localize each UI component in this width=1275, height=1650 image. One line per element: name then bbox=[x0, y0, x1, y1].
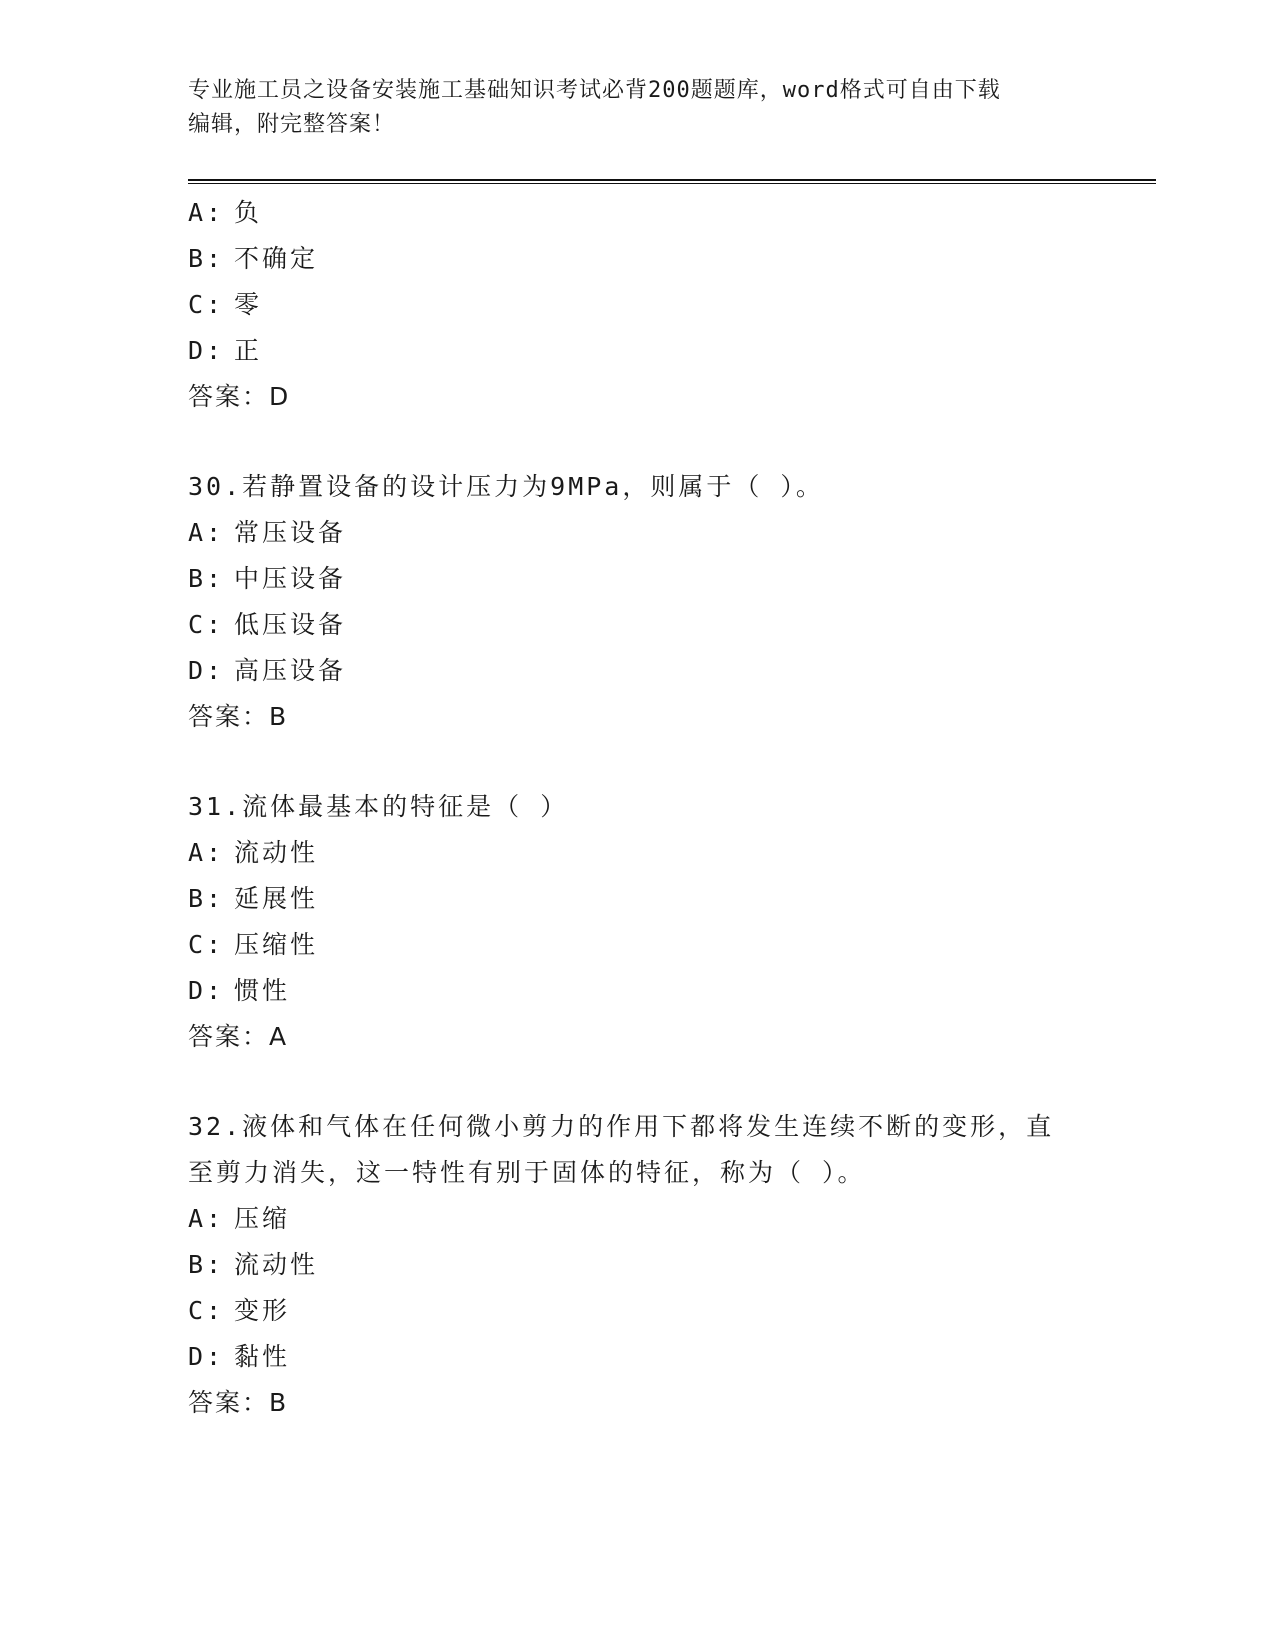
option-text: 变形 bbox=[234, 1296, 291, 1325]
option-text: 压缩性 bbox=[234, 930, 319, 959]
header-title-line-2: 编辑，附完整答案！ bbox=[188, 112, 396, 137]
question-29-continued bbox=[188, 190, 1088, 420]
option-d bbox=[188, 1334, 1088, 1380]
option-label: B: bbox=[188, 884, 225, 913]
option-a bbox=[188, 830, 1088, 876]
option-d bbox=[188, 968, 1088, 1014]
option-label: D: bbox=[188, 976, 225, 1005]
option-c bbox=[188, 1288, 1088, 1334]
question-32 bbox=[188, 1104, 1088, 1426]
option-label: D: bbox=[188, 656, 225, 685]
question-30 bbox=[188, 464, 1088, 740]
question-31 bbox=[188, 784, 1088, 1060]
option-label: C: bbox=[188, 1296, 225, 1325]
option-text: 常压设备 bbox=[234, 518, 347, 547]
question-text-line-1: 32.液体和气体在任何微小剪力的作用下都将发生连续不断的变形，直 bbox=[188, 1112, 1055, 1141]
header-divider-thick bbox=[188, 179, 1156, 181]
option-text: 负 bbox=[234, 198, 263, 227]
option-label: A: bbox=[188, 1204, 225, 1233]
option-label: A: bbox=[188, 518, 225, 547]
spacer bbox=[188, 420, 1088, 464]
answer-line: 答案：D bbox=[188, 382, 291, 411]
option-text: 流动性 bbox=[234, 838, 319, 867]
question-text-line-2: 至剪力消失，这一特性有别于固体的特征，称为（ ）。 bbox=[188, 1158, 866, 1187]
option-label: C: bbox=[188, 930, 225, 959]
option-label: D: bbox=[188, 1342, 225, 1371]
option-a bbox=[188, 1196, 1088, 1242]
answer-line: 答案：A bbox=[188, 1022, 289, 1051]
option-label: D: bbox=[188, 336, 225, 365]
spacer bbox=[188, 1060, 1088, 1104]
question-text: 30.若静置设备的设计压力为9MPa，则属于（ ）。 bbox=[188, 472, 824, 501]
question-text: 31.流体最基本的特征是（ ） bbox=[188, 792, 569, 821]
header-title-line-1: 专业施工员之设备安装施工基础知识考试必背200题题库，word格式可自由下载 bbox=[188, 78, 1001, 103]
option-a bbox=[188, 510, 1088, 556]
option-b bbox=[188, 556, 1088, 602]
option-text: 压缩 bbox=[234, 1204, 291, 1233]
option-c bbox=[188, 922, 1088, 968]
spacer bbox=[188, 740, 1088, 784]
option-c bbox=[188, 602, 1088, 648]
option-b bbox=[188, 236, 1088, 282]
option-c bbox=[188, 282, 1088, 328]
option-text: 低压设备 bbox=[234, 610, 347, 639]
option-label: C: bbox=[188, 610, 225, 639]
document-header bbox=[188, 74, 1088, 142]
option-text: 中压设备 bbox=[234, 564, 347, 593]
answer-line: 答案：B bbox=[188, 1388, 289, 1417]
question-list bbox=[188, 190, 1088, 1426]
option-text: 延展性 bbox=[234, 884, 319, 913]
option-label: C: bbox=[188, 290, 225, 319]
option-a bbox=[188, 190, 1088, 236]
option-b bbox=[188, 876, 1088, 922]
option-text: 流动性 bbox=[234, 1250, 319, 1279]
option-label: B: bbox=[188, 564, 225, 593]
option-d bbox=[188, 648, 1088, 694]
header-divider-thin bbox=[188, 183, 1156, 184]
option-label: B: bbox=[188, 1250, 225, 1279]
option-d bbox=[188, 328, 1088, 374]
option-text: 零 bbox=[234, 290, 263, 319]
option-label: A: bbox=[188, 198, 225, 227]
option-label: B: bbox=[188, 244, 225, 273]
option-text: 高压设备 bbox=[234, 656, 347, 685]
option-label: A: bbox=[188, 838, 225, 867]
option-text: 黏性 bbox=[234, 1342, 291, 1371]
answer-line: 答案：B bbox=[188, 702, 289, 731]
option-text: 惯性 bbox=[234, 976, 291, 1005]
option-b bbox=[188, 1242, 1088, 1288]
option-text: 正 bbox=[234, 336, 263, 365]
option-text: 不确定 bbox=[234, 244, 319, 273]
